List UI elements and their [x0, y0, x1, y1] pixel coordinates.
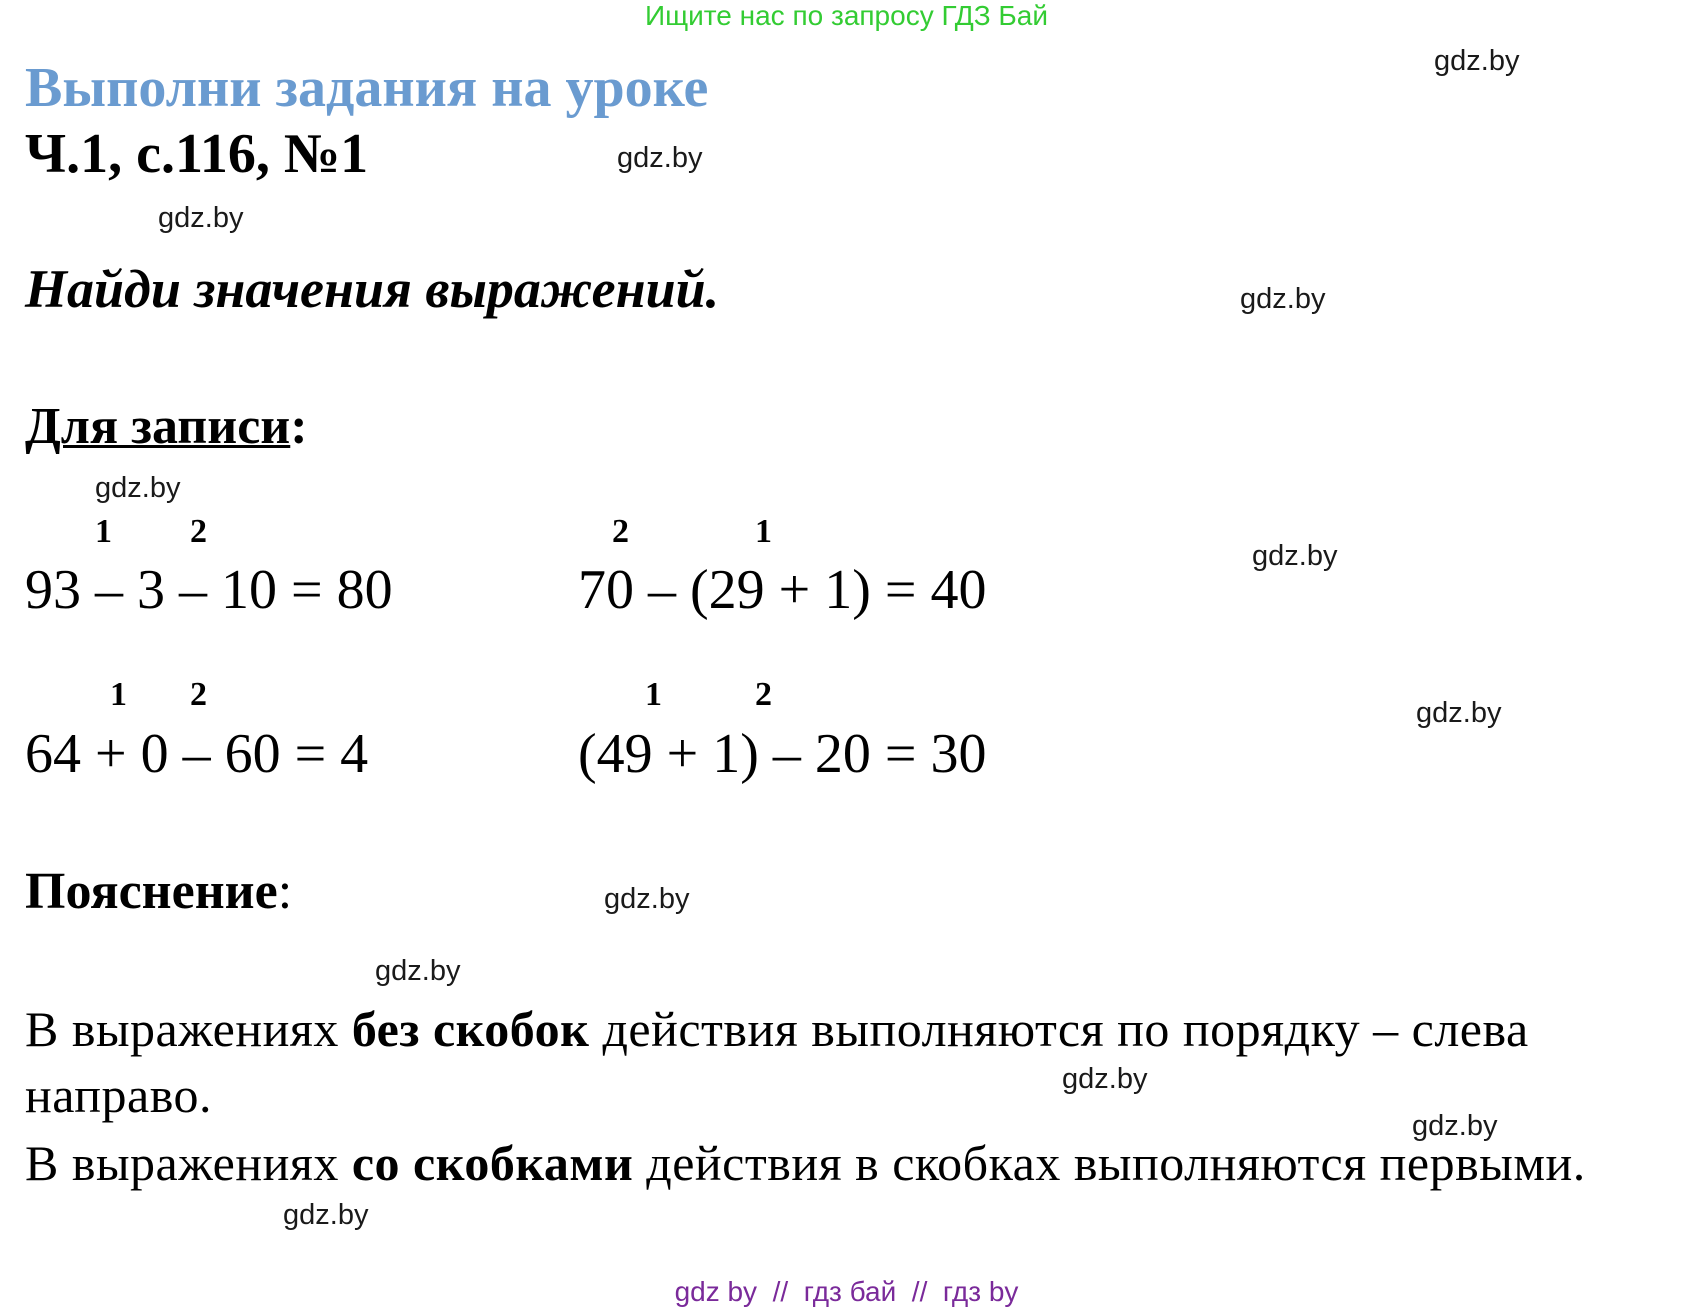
watermark: gdz.by — [1434, 45, 1520, 77]
paragraph-text: действия выполняются по порядку – слева направо. — [25, 1001, 1529, 1123]
lesson-heading: Выполни задания на уроке — [25, 57, 709, 119]
step-number: 1 — [110, 676, 127, 713]
step-number: 1 — [755, 513, 772, 550]
watermark: gdz.by — [1416, 697, 1502, 729]
watermark: gdz.by — [1252, 540, 1338, 572]
expression-3: 64 + 0 – 60 = 4 — [25, 723, 369, 785]
step-number: 2 — [190, 676, 207, 713]
step-number: 1 — [95, 513, 112, 550]
watermark: gdz.by — [375, 955, 461, 987]
expression-4: (49 + 1) – 20 = 30 — [578, 723, 987, 785]
watermark: gdz.by — [283, 1199, 369, 1231]
watermark: gdz.by — [95, 472, 181, 504]
step-number: 2 — [755, 676, 772, 713]
task-instruction: Найди значения выражений. — [25, 259, 720, 319]
watermark: gdz.by — [1062, 1063, 1148, 1095]
record-heading — [25, 397, 308, 457]
paragraph-text: В выражениях — [25, 1135, 352, 1191]
paragraph-emphasis: без скобок — [351, 1001, 590, 1057]
step-number: 2 — [612, 513, 629, 550]
watermark: gdz.by — [617, 142, 703, 174]
explanation-colon: : — [277, 863, 293, 920]
paragraph-emphasis: со скобками — [351, 1135, 634, 1191]
explanation-heading — [25, 862, 292, 922]
paragraph-text: В выражениях — [25, 1001, 352, 1057]
explanation-paragraph-2 — [25, 1130, 1665, 1196]
explanation-label: Пояснение — [25, 863, 278, 920]
task-reference: Ч.1, с.116, №1 — [25, 123, 369, 185]
explanation-paragraph-1 — [25, 996, 1665, 1128]
expression-1: 93 – 3 – 10 = 80 — [25, 559, 393, 621]
paragraph-text: действия в скобках выполняются первыми. — [633, 1135, 1586, 1191]
record-colon: : — [290, 398, 308, 455]
expression-2: 70 – (29 + 1) = 40 — [578, 559, 987, 621]
step-number: 2 — [190, 513, 207, 550]
step-number: 1 — [645, 676, 662, 713]
record-label: Для записи — [25, 398, 291, 455]
footer-links: gdz by // гдз бай // гдз by — [674, 1276, 1019, 1307]
watermark: gdz.by — [1412, 1110, 1498, 1142]
watermark: gdz.by — [604, 883, 690, 915]
top-banner: Ищите нас по запросу ГДЗ Бай — [644, 0, 1049, 31]
watermark: gdz.by — [158, 202, 244, 234]
watermark: gdz.by — [1240, 283, 1326, 315]
